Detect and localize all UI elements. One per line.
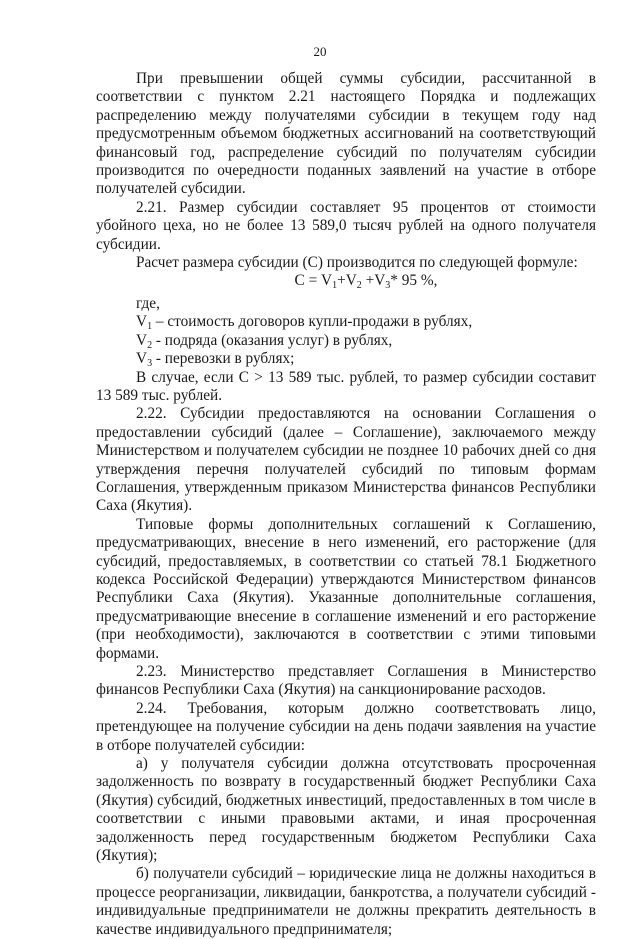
formula-lhs: С = V [294,272,333,290]
paragraph-cap-rule: В случае, если С > 13 589 тыс. рублей, то размер субсидии составит 13 589 тыс. рублей. [96,368,596,404]
paragraph-2-24: 2.24. Требования, которым должно соответствовать лицо, претендующее на получение субсидии на день подачи заявления на участие в отборе получателей субсидии: [96,699,596,754]
formula-sub-1: 1 [332,280,338,292]
formula-part-3: * 95 %, [390,272,438,290]
paragraph-formula-intro: Расчет размера субсидии (С) производится по следующей формуле: [136,254,578,272]
variable-definition: $V_3$ - перевозки в рублях; [136,350,295,370]
paragraph-2-22: 2.22. Субсидии предоставляются на основании Соглашения о предоставлении субсидий (далее – Соглашение), заключаемого между Министерством и получателем субсидии не позднее 10 рабочих дней со дня утверждения перечня получателей субсидий по типовым формам Соглашения, утвержденным приказом Министерства финансов Республики Саха (Якутия). [96,405,596,515]
paragraph-requirement-b: б) получатели субсидий – юридические лица не должны находиться в процессе реорганизации, ликвидации, банкротства, а получатели субсидий - индивидуальные предприниматели не должны прекратить деятельность в качестве индивидуального предпринимателя; [96,865,596,938]
paragraph-2-21: 2.21. Размер субсидии составляет 95 процентов от стоимости убойного цеха, но не более 13 589,0 тысяч рублей на одного получателя субсидии. [96,198,596,253]
formula-sub-2: 2 [356,280,362,292]
variable-definition: $V_1$ – стоимость договоров купли-продажи в рублях, [136,313,473,333]
formula-part-1: +V [337,272,357,290]
paragraph-typical-forms: Типовые формы дополнительных соглашений к Соглашению, предусматривающих, внесение в него изменений, его расторжение (для субсидий, предоставляемых, в соответствии со статьей 78.1 Бюджетного кодекса Российской Федерации) утверждаются Министерством финансов Республики Саха (Якутия). Указанные дополнительные соглашения, предусматривающие внесение в соглашение изменений и его расторжение (при необходимости), заключаются в соответствии с этими типовыми формами. [96,515,596,662]
variable-definition: $V_2$ - подряда (оказания услуг) в рублях, [136,331,393,351]
paragraph-excess-distribution: При превышении общей суммы субсидии, рассчитанной в соответствии с пунктом 2.21 настоящего Порядка и подлежащих распределению между получателями субсидии в текущем году над предусмотренным объемом бюджетных ассигнований на соответствующий финансовый год, распределение субсидий по получателям субсидии производится по очередности поданных заявлений на участие в отборе получателей субсидии. [96,70,596,198]
page-number: 20 [313,44,327,59]
subsidy-formula [96,272,596,290]
formula-part-2: +V [361,272,386,290]
where-label: где, [136,294,160,312]
document-body [96,70,596,939]
paragraph-requirement-a: а) у получателя субсидии должна отсутствовать просроченная задолженность по возврату в государственный бюджет Республики Саха (Якутия) субсидий, бюджетных инвестиций, предоставленных в том числе в соответствии с иными правовыми актами, и иная просроченная задолженность перед государственным бюджетом Республики Саха (Якутия); [96,755,596,865]
formula-sub-3: 3 [385,280,391,292]
paragraph-2-23: 2.23. Министерство представляет Соглашения в Министерство финансов Республики Саха (Якутия) на санкционирование расходов. [96,663,596,699]
